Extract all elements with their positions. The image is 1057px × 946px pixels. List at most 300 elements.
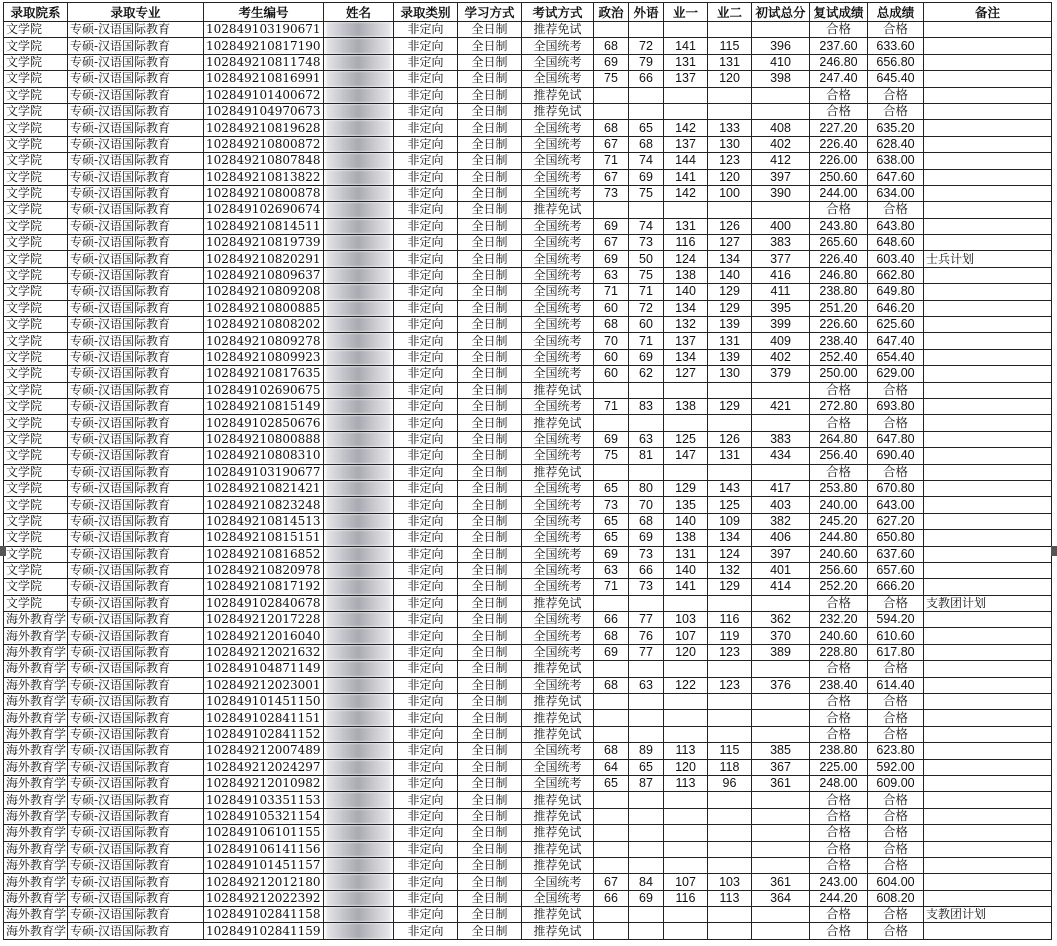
table-row (4, 579, 1052, 595)
cell-prelim-total: 421 (752, 398, 810, 414)
cell-foreign-language: 60 (629, 317, 664, 333)
cell-candidate-id: 102849101451150 (204, 694, 324, 710)
cell-politics (594, 595, 629, 611)
cell-study-mode: 全日制 (458, 923, 522, 939)
cell-study-mode: 全日制 (458, 267, 522, 283)
cell-candidate-id: 102849210817635 (204, 366, 324, 382)
cell-politics (594, 22, 629, 38)
cell-department: 文学院 (4, 366, 68, 382)
header-study-mode: 学习方式 (458, 3, 522, 22)
cell-politics (594, 694, 629, 710)
table-row (4, 398, 1052, 414)
cell-admission-type: 非定向 (394, 612, 458, 628)
cell-foreign-language: 62 (629, 366, 664, 382)
cell-major: 专硕-汉语国际教育 (68, 644, 204, 660)
cell-name (324, 825, 394, 841)
cell-subject-one: 141 (664, 579, 708, 595)
cell-politics (594, 87, 629, 103)
cell-politics: 67 (594, 874, 629, 890)
cell-candidate-id: 102849102841159 (204, 923, 324, 939)
redacted-name (326, 809, 391, 824)
cell-candidate-id: 102849210808202 (204, 317, 324, 333)
cell-admission-type: 非定向 (394, 595, 458, 611)
cell-study-mode: 全日制 (458, 644, 522, 660)
cell-remarks (924, 497, 1052, 513)
cell-total-score: 合格 (868, 792, 924, 808)
cell-subject-two: 130 (708, 136, 752, 152)
redacted-name (326, 202, 391, 217)
cell-name (324, 726, 394, 742)
cell-candidate-id: 102849210808310 (204, 448, 324, 464)
cell-remarks (924, 710, 1052, 726)
cell-politics: 69 (594, 54, 629, 70)
table-row (4, 907, 1052, 923)
cell-politics (594, 808, 629, 824)
cell-prelim-total (752, 726, 810, 742)
cell-exam-mode: 全国统考 (522, 530, 594, 546)
cell-retest-score: 250.60 (810, 169, 868, 185)
cell-prelim-total: 395 (752, 300, 810, 316)
cell-department: 海外教育学 (4, 890, 68, 906)
cell-department: 海外教育学 (4, 923, 68, 939)
cell-study-mode: 全日制 (458, 349, 522, 365)
redacted-name (326, 22, 391, 37)
cell-study-mode: 全日制 (458, 841, 522, 857)
redacted-name (326, 776, 391, 791)
cell-department: 文学院 (4, 103, 68, 119)
cell-politics: 68 (594, 743, 629, 759)
cell-remarks (924, 825, 1052, 841)
cell-subject-two: 129 (708, 398, 752, 414)
cell-department: 文学院 (4, 300, 68, 316)
cell-prelim-total: 409 (752, 333, 810, 349)
redacted-name (326, 727, 391, 742)
cell-study-mode: 全日制 (458, 677, 522, 693)
cell-name (324, 448, 394, 464)
cell-candidate-id: 102849101451157 (204, 857, 324, 873)
cell-candidate-id: 102849210800885 (204, 300, 324, 316)
cell-name (324, 349, 394, 365)
cell-major: 专硕-汉语国际教育 (68, 38, 204, 54)
cell-exam-mode: 全国统考 (522, 71, 594, 87)
cell-admission-type: 非定向 (394, 202, 458, 218)
redacted-name (326, 235, 391, 250)
cell-prelim-total: 396 (752, 38, 810, 54)
cell-total-score: 638.00 (868, 153, 924, 169)
cell-subject-one: 144 (664, 153, 708, 169)
cell-candidate-id: 102849210816991 (204, 71, 324, 87)
cell-subject-two: 129 (708, 284, 752, 300)
cell-major: 专硕-汉语国际教育 (68, 169, 204, 185)
cell-remarks (924, 792, 1052, 808)
cell-remarks (924, 546, 1052, 562)
cell-subject-one (664, 595, 708, 611)
redacted-name (326, 858, 391, 873)
cell-major: 专硕-汉语国际教育 (68, 87, 204, 103)
cell-study-mode: 全日制 (458, 595, 522, 611)
cell-candidate-id: 102849210815149 (204, 398, 324, 414)
cell-prelim-total (752, 661, 810, 677)
cell-department: 海外教育学 (4, 907, 68, 923)
cell-foreign-language: 66 (629, 71, 664, 87)
cell-study-mode: 全日制 (458, 710, 522, 726)
cell-foreign-language: 74 (629, 218, 664, 234)
cell-foreign-language: 69 (629, 169, 664, 185)
cell-candidate-id: 102849210816852 (204, 546, 324, 562)
cell-candidate-id: 102849104970673 (204, 103, 324, 119)
cell-subject-one: 103 (664, 612, 708, 628)
cell-admission-type: 非定向 (394, 759, 458, 775)
cell-exam-mode: 全国统考 (522, 366, 594, 382)
cell-subject-two: 143 (708, 480, 752, 496)
admission-table-container (3, 2, 1052, 940)
cell-subject-two: 120 (708, 169, 752, 185)
cell-prelim-total: 399 (752, 317, 810, 333)
cell-remarks (924, 415, 1052, 431)
redacted-name (326, 38, 391, 53)
header-exam-mode: 考试方式 (522, 3, 594, 22)
cell-foreign-language: 84 (629, 874, 664, 890)
cell-politics: 66 (594, 612, 629, 628)
cell-prelim-total: 414 (752, 579, 810, 595)
cell-name (324, 284, 394, 300)
cell-exam-mode: 推荐免试 (522, 710, 594, 726)
redacted-name (326, 514, 391, 529)
cell-remarks (924, 562, 1052, 578)
cell-major: 专硕-汉语国际教育 (68, 464, 204, 480)
cell-total-score: 656.80 (868, 54, 924, 70)
cell-politics (594, 726, 629, 742)
table-row (4, 530, 1052, 546)
table-row (4, 792, 1052, 808)
cell-major: 专硕-汉语国际教育 (68, 579, 204, 595)
cell-foreign-language: 87 (629, 775, 664, 791)
cell-study-mode: 全日制 (458, 366, 522, 382)
cell-study-mode: 全日制 (458, 825, 522, 841)
cell-department: 海外教育学 (4, 694, 68, 710)
cell-subject-two: 126 (708, 218, 752, 234)
cell-department: 海外教育学 (4, 644, 68, 660)
cell-prelim-total: 361 (752, 874, 810, 890)
cell-candidate-id: 102849210819628 (204, 120, 324, 136)
cell-exam-mode: 推荐免试 (522, 87, 594, 103)
cell-department: 文学院 (4, 415, 68, 431)
cell-total-score: 649.80 (868, 284, 924, 300)
cell-foreign-language: 83 (629, 398, 664, 414)
cell-subject-one: 138 (664, 530, 708, 546)
cell-department: 海外教育学 (4, 612, 68, 628)
cell-department: 海外教育学 (4, 710, 68, 726)
cell-major: 专硕-汉语国际教育 (68, 251, 204, 267)
cell-major: 专硕-汉语国际教育 (68, 136, 204, 152)
cell-remarks (924, 612, 1052, 628)
cell-subject-two: 115 (708, 38, 752, 54)
cell-foreign-language (629, 792, 664, 808)
cell-study-mode: 全日制 (458, 120, 522, 136)
cell-subject-two: 131 (708, 448, 752, 464)
cell-remarks (924, 743, 1052, 759)
cell-major: 专硕-汉语国际教育 (68, 726, 204, 742)
cell-prelim-total (752, 202, 810, 218)
cell-politics: 64 (594, 759, 629, 775)
cell-subject-one: 141 (664, 38, 708, 54)
cell-admission-type: 非定向 (394, 726, 458, 742)
cell-exam-mode: 推荐免试 (522, 202, 594, 218)
cell-prelim-total: 385 (752, 743, 810, 759)
redacted-name (326, 743, 391, 758)
cell-subject-two (708, 808, 752, 824)
cell-department: 文学院 (4, 38, 68, 54)
cell-subject-two: 109 (708, 513, 752, 529)
header-candidate-id: 考生编号 (204, 3, 324, 22)
cell-foreign-language: 70 (629, 497, 664, 513)
cell-politics (594, 825, 629, 841)
cell-major: 专硕-汉语国际教育 (68, 710, 204, 726)
cell-exam-mode: 推荐免试 (522, 595, 594, 611)
cell-prelim-total: 402 (752, 136, 810, 152)
cell-prelim-total (752, 808, 810, 824)
cell-prelim-total (752, 103, 810, 119)
cell-exam-mode: 全国统考 (522, 54, 594, 70)
cell-department: 文学院 (4, 136, 68, 152)
cell-name (324, 890, 394, 906)
cell-remarks (924, 22, 1052, 38)
cell-foreign-language (629, 103, 664, 119)
cell-major: 专硕-汉语国际教育 (68, 743, 204, 759)
cell-exam-mode: 推荐免试 (522, 415, 594, 431)
cell-retest-score: 合格 (810, 710, 868, 726)
cell-retest-score: 253.80 (810, 480, 868, 496)
cell-admission-type: 非定向 (394, 644, 458, 660)
redacted-name (326, 891, 391, 906)
cell-retest-score: 244.00 (810, 185, 868, 201)
cell-exam-mode: 全国统考 (522, 562, 594, 578)
cell-remarks (924, 87, 1052, 103)
cell-total-score: 合格 (868, 825, 924, 841)
cell-remarks (924, 333, 1052, 349)
cell-politics: 65 (594, 530, 629, 546)
cell-admission-type: 非定向 (394, 480, 458, 496)
cell-exam-mode: 全国统考 (522, 38, 594, 54)
cell-major: 专硕-汉语国际教育 (68, 267, 204, 283)
cell-politics: 68 (594, 317, 629, 333)
cell-subject-two (708, 87, 752, 103)
table-row (4, 759, 1052, 775)
cell-admission-type: 非定向 (394, 579, 458, 595)
cell-exam-mode: 全国统考 (522, 677, 594, 693)
cell-department: 海外教育学 (4, 841, 68, 857)
cell-subject-one: 134 (664, 300, 708, 316)
cell-study-mode: 全日制 (458, 431, 522, 447)
cell-name (324, 677, 394, 693)
cell-major: 专硕-汉语国际教育 (68, 792, 204, 808)
cell-foreign-language: 74 (629, 153, 664, 169)
cell-retest-score: 256.60 (810, 562, 868, 578)
cell-exam-mode: 推荐免试 (522, 857, 594, 873)
cell-name (324, 628, 394, 644)
cell-remarks: 支教团计划 (924, 595, 1052, 611)
cell-study-mode: 全日制 (458, 284, 522, 300)
redacted-name (326, 563, 391, 578)
header-remarks: 备注 (924, 3, 1052, 22)
table-row (4, 661, 1052, 677)
redacted-name (326, 71, 391, 86)
cell-admission-type: 非定向 (394, 808, 458, 824)
cell-subject-one: 134 (664, 349, 708, 365)
cell-subject-one: 116 (664, 890, 708, 906)
cell-study-mode: 全日制 (458, 169, 522, 185)
cell-prelim-total (752, 595, 810, 611)
table-row (4, 775, 1052, 791)
header-subject-one: 业一 (664, 3, 708, 22)
cell-retest-score: 256.40 (810, 448, 868, 464)
cell-politics: 70 (594, 333, 629, 349)
cell-total-score: 合格 (868, 694, 924, 710)
cell-name (324, 874, 394, 890)
header-major: 录取专业 (68, 3, 204, 22)
cell-foreign-language: 77 (629, 644, 664, 660)
cell-name (324, 513, 394, 529)
table-row (4, 464, 1052, 480)
cell-department: 文学院 (4, 480, 68, 496)
cell-study-mode: 全日制 (458, 218, 522, 234)
cell-subject-one (664, 22, 708, 38)
cell-subject-two (708, 923, 752, 939)
cell-remarks (924, 464, 1052, 480)
cell-exam-mode: 推荐免试 (522, 382, 594, 398)
cell-remarks (924, 694, 1052, 710)
cell-retest-score: 合格 (810, 694, 868, 710)
cell-admission-type: 非定向 (394, 841, 458, 857)
cell-exam-mode: 推荐免试 (522, 907, 594, 923)
cell-foreign-language (629, 907, 664, 923)
cell-major: 专硕-汉语国际教育 (68, 218, 204, 234)
cell-retest-score: 232.20 (810, 612, 868, 628)
cell-candidate-id: 102849210814513 (204, 513, 324, 529)
cell-remarks (924, 235, 1052, 251)
cell-exam-mode: 全国统考 (522, 759, 594, 775)
cell-politics: 68 (594, 677, 629, 693)
cell-major: 专硕-汉语国际教育 (68, 513, 204, 529)
cell-study-mode: 全日制 (458, 22, 522, 38)
cell-name (324, 317, 394, 333)
redacted-name (326, 530, 391, 545)
cell-study-mode: 全日制 (458, 251, 522, 267)
table-row (4, 349, 1052, 365)
cell-exam-mode: 推荐免试 (522, 923, 594, 939)
redacted-name (326, 120, 391, 135)
cell-admission-type: 非定向 (394, 71, 458, 87)
cell-subject-one: 132 (664, 317, 708, 333)
cell-name (324, 546, 394, 562)
redacted-name (326, 481, 391, 496)
cell-subject-two: 139 (708, 349, 752, 365)
cell-subject-two: 134 (708, 530, 752, 546)
cell-department: 文学院 (4, 284, 68, 300)
cell-admission-type: 非定向 (394, 825, 458, 841)
redacted-name (326, 219, 391, 234)
cell-remarks (924, 513, 1052, 529)
cell-study-mode: 全日制 (458, 808, 522, 824)
cell-prelim-total (752, 792, 810, 808)
cell-subject-one (664, 857, 708, 873)
cell-name (324, 775, 394, 791)
cell-major: 专硕-汉语国际教育 (68, 22, 204, 38)
cell-prelim-total: 402 (752, 349, 810, 365)
cell-study-mode: 全日制 (458, 530, 522, 546)
cell-retest-score: 238.40 (810, 333, 868, 349)
cell-retest-score: 合格 (810, 907, 868, 923)
cell-foreign-language: 76 (629, 628, 664, 644)
cell-name (324, 841, 394, 857)
redacted-name (326, 792, 391, 807)
cell-politics (594, 382, 629, 398)
cell-admission-type: 非定向 (394, 874, 458, 890)
cell-foreign-language (629, 857, 664, 873)
redacted-name (326, 612, 391, 627)
cell-retest-score: 247.40 (810, 71, 868, 87)
cell-admission-type: 非定向 (394, 562, 458, 578)
cell-candidate-id: 102849210807848 (204, 153, 324, 169)
cell-major: 专硕-汉语国际教育 (68, 562, 204, 578)
cell-subject-two (708, 103, 752, 119)
cell-total-score: 合格 (868, 415, 924, 431)
table-row (4, 136, 1052, 152)
cell-total-score: 654.40 (868, 349, 924, 365)
cell-subject-two: 119 (708, 628, 752, 644)
table-row (4, 120, 1052, 136)
cell-foreign-language (629, 661, 664, 677)
cell-total-score: 690.40 (868, 448, 924, 464)
cell-subject-one: 131 (664, 218, 708, 234)
cell-total-score: 合格 (868, 382, 924, 398)
cell-subject-two (708, 22, 752, 38)
cell-name (324, 923, 394, 939)
cell-admission-type: 非定向 (394, 530, 458, 546)
cell-candidate-id: 102849210809208 (204, 284, 324, 300)
cell-name (324, 398, 394, 414)
cell-subject-one: 137 (664, 71, 708, 87)
cell-major: 专硕-汉语国际教育 (68, 857, 204, 873)
cell-exam-mode: 全国统考 (522, 169, 594, 185)
cell-total-score: 合格 (868, 87, 924, 103)
cell-total-score: 合格 (868, 857, 924, 873)
cell-total-score: 合格 (868, 22, 924, 38)
cell-subject-two (708, 415, 752, 431)
cell-foreign-language (629, 595, 664, 611)
cell-subject-one (664, 792, 708, 808)
cell-subject-one (664, 907, 708, 923)
cell-total-score: 637.60 (868, 546, 924, 562)
cell-subject-one: 138 (664, 267, 708, 283)
cell-candidate-id: 102849210820291 (204, 251, 324, 267)
cell-name (324, 595, 394, 611)
cell-admission-type: 非定向 (394, 267, 458, 283)
cell-candidate-id: 102849212021632 (204, 644, 324, 660)
redacted-name (326, 497, 391, 512)
cell-candidate-id: 102849210809923 (204, 349, 324, 365)
cell-candidate-id: 102849103351153 (204, 792, 324, 808)
cell-politics (594, 415, 629, 431)
cell-major: 专硕-汉语国际教育 (68, 628, 204, 644)
cell-study-mode: 全日制 (458, 874, 522, 890)
cell-department: 文学院 (4, 530, 68, 546)
cell-exam-mode: 全国统考 (522, 775, 594, 791)
cell-subject-one: 140 (664, 284, 708, 300)
cell-subject-two: 123 (708, 153, 752, 169)
cell-prelim-total (752, 464, 810, 480)
cell-foreign-language: 69 (629, 349, 664, 365)
